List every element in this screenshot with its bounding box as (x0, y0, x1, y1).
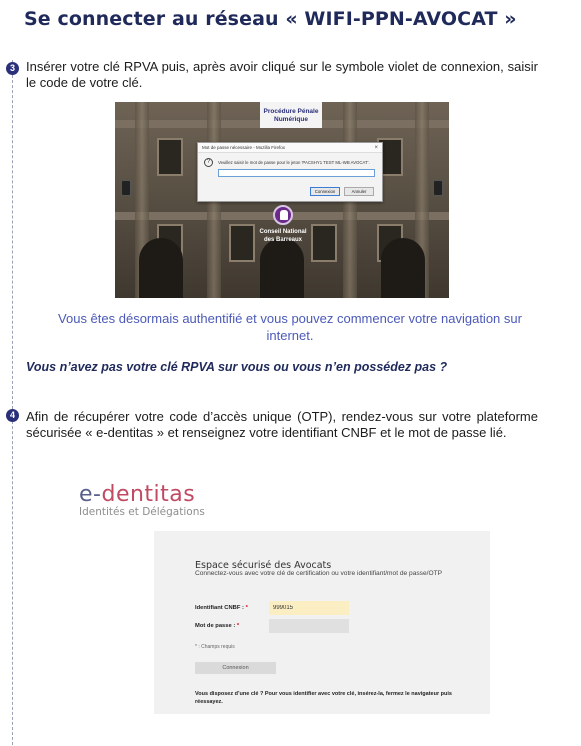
connect-button[interactable]: Connexion (195, 662, 276, 674)
no-key-question: Vous n’avez pas votre clé RPVA sur vous ou vous n’en possédez pas ? (26, 360, 448, 374)
street-lamp (121, 180, 131, 196)
street-lamp (433, 180, 443, 196)
edentitas-login-screenshot (154, 531, 490, 714)
facade-window (157, 138, 183, 176)
login-title: Espace sécurisé des Avocats (195, 560, 332, 571)
dialog-titlebar (198, 143, 382, 153)
edentitas-wordmark-rest: dentitas (101, 482, 196, 507)
password-label (195, 623, 239, 629)
password-label-text: Mot de passe : (195, 623, 236, 629)
password-dialog (197, 142, 383, 202)
edentitas-wordmark-lead: e- (79, 482, 102, 507)
step-3-text: Insérer votre clé RPVA puis, après avoir cliqué sur le symbole violet de connexion, saisir le code de votre clé. (26, 59, 538, 90)
cnb-connect-icon[interactable] (273, 205, 293, 225)
step-4-badge: 4 (6, 409, 19, 422)
lock-icon (280, 210, 288, 220)
cnbf-id-label-text: Identifiant CNBF : (195, 605, 244, 611)
dialog-connect-button[interactable]: Connexion (310, 187, 340, 196)
cnbf-id-input[interactable] (269, 601, 349, 615)
rpva-login-screenshot (115, 102, 449, 298)
cnb-label (245, 228, 321, 244)
password-input[interactable] (269, 619, 349, 633)
facade-arch (139, 238, 183, 298)
cnb-label-line2: des Barreaux (263, 237, 303, 243)
required-star: * (236, 623, 240, 629)
required-star: * (245, 605, 248, 611)
ppn-banner (260, 102, 322, 128)
required-fields-note: * : Champs requis (195, 644, 235, 650)
cnbf-id-label (195, 605, 248, 611)
dialog-message: Veuillez saisir le mot de passe pour le jeton 'PACSHY1 TEST ML-WB AVOCAT'. (218, 160, 370, 165)
step-4-text: Afin de récupérer votre code d’accès unique (OTP), rendez-vous sur votre plateforme sécurisée « e-dentitas » et renseignez votre identifiant CNBF et le mot de passe lié. (26, 409, 538, 440)
key-login-note: Vous disposez d’une clé ? Pour vous identifier avec votre clé, insérez-la, fermez le navigateur puis réessayez. (195, 691, 452, 705)
ppn-banner-line2: Numérique (274, 116, 308, 123)
edentitas-wordmark (79, 484, 205, 506)
key-password-input[interactable] (218, 169, 375, 177)
edentitas-logo (79, 484, 205, 518)
question-icon: ? (204, 158, 213, 167)
dialog-cancel-button[interactable]: Annuler (344, 187, 374, 196)
authenticated-message: Vous êtes désormais authentifié et vous pouvez commencer votre navigation sur internet. (58, 311, 522, 343)
step-3-badge: 3 (6, 62, 19, 75)
login-subtitle: Connectez-vous avec votre clé de certification ou votre identifiant/mot de passe/OTP (195, 570, 443, 577)
step-timeline-line (12, 60, 13, 746)
edentitas-tagline: Identités et Délégations (79, 506, 205, 518)
dialog-title: Mot de passe nécessaire - Mozilla Firefox (202, 145, 286, 150)
close-icon[interactable]: × (374, 145, 378, 151)
cnb-label-line1: Conseil National (259, 229, 307, 235)
facade-arch (260, 238, 304, 298)
facade-arch (381, 238, 425, 298)
ppn-banner-line1: Procédure Pénale (263, 108, 319, 115)
page-title: Se connecter au réseau « WIFI-PPN-AVOCAT » (24, 8, 517, 30)
